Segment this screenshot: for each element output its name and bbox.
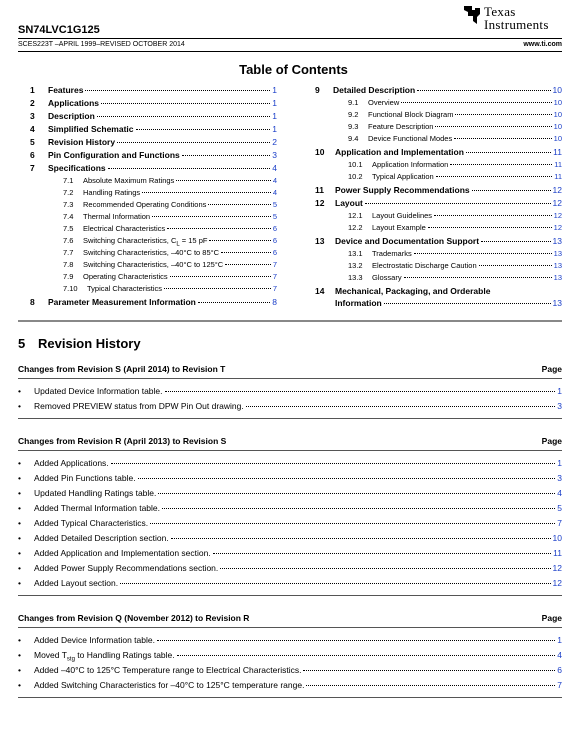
toc-entry-number: 9 (315, 85, 320, 95)
dot-leader (435, 126, 551, 127)
toc-entry-page[interactable]: 13 (553, 249, 562, 258)
change-item-page[interactable]: 12 (552, 578, 562, 588)
change-group-rule (18, 450, 562, 451)
change-item-text: Updated Handling Ratings table. (34, 488, 157, 498)
toc-entry-page[interactable]: 13 (552, 236, 562, 246)
toc-entry-page[interactable]: 10 (553, 122, 562, 131)
toc-entry[interactable] (63, 188, 277, 197)
change-item-page[interactable]: 5 (557, 503, 562, 513)
change-item-text: Added Typical Characteristics. (34, 518, 149, 528)
toc-entry-number: 9.2 (348, 110, 359, 119)
dot-leader (136, 129, 271, 130)
toc-entry-number: 7.6 (63, 236, 74, 245)
change-item-text: Moved $T_{stg}$ to Handling Ratings table. (34, 650, 175, 663)
toc-entry[interactable] (348, 172, 562, 181)
change-item[interactable] (18, 533, 562, 543)
toc-entry-label: Typical Application (372, 172, 434, 181)
toc-entry-number: 10 (315, 147, 325, 157)
change-item[interactable] (18, 458, 562, 468)
dot-leader (455, 114, 551, 115)
toc-entry-page[interactable]: 6 (272, 248, 277, 257)
toc-entry-label: Simplified Schematic (48, 124, 134, 134)
dot-leader (479, 265, 552, 266)
toc-entry[interactable] (315, 185, 562, 195)
change-item[interactable] (18, 548, 562, 558)
toc-entry-page[interactable]: 6 (272, 224, 277, 233)
dot-leader (182, 155, 271, 156)
toc-entry-page[interactable]: 11 (553, 147, 562, 157)
dot-leader (177, 655, 556, 656)
bullet-icon: • (18, 386, 21, 396)
ti-logo[interactable] (462, 4, 572, 30)
bullet-icon: • (18, 563, 21, 573)
site-url[interactable]: www.ti.com (523, 41, 562, 48)
toc-entry-page[interactable]: 11 (554, 172, 562, 181)
page-column-header: Page (541, 364, 562, 374)
dot-leader (466, 152, 551, 153)
section-number: 5 (18, 336, 26, 351)
toc-entry-page[interactable]: 6 (272, 236, 277, 245)
bullet-icon: • (18, 518, 21, 528)
bullet-icon: • (18, 680, 21, 690)
change-item[interactable] (18, 578, 562, 588)
dot-leader (417, 90, 550, 91)
logo-line2: Instruments (484, 17, 549, 32)
change-group-title: Changes from Revision S (April 2014) to Revision T (18, 364, 226, 374)
toc-entry-continued[interactable] (335, 298, 562, 308)
toc-entry-label: Trademarks (372, 249, 412, 258)
change-item-text: Added Power Supply Recommendations section. (34, 563, 219, 573)
toc-entry[interactable] (30, 297, 277, 307)
toc-entry-label: Detailed Description (333, 85, 416, 95)
toc-entry-label: Absolute Maximum Ratings (83, 176, 175, 185)
toc-entry-label: Thermal Information (83, 212, 151, 221)
dot-leader (162, 508, 555, 509)
change-item-page[interactable]: 4 (557, 488, 562, 498)
dot-leader (142, 192, 271, 193)
toc-entry[interactable] (63, 212, 277, 221)
toc-entry-page[interactable]: 1 (272, 124, 277, 134)
change-item-text: Added Device Information table. (34, 635, 155, 645)
section-label: Revision History (38, 336, 141, 351)
toc-entry-number: 7.7 (63, 248, 74, 257)
bullet-icon: • (18, 401, 21, 411)
toc-entry[interactable] (348, 211, 562, 220)
toc-entry-page[interactable]: 12 (552, 185, 562, 195)
toc-entry[interactable] (315, 236, 562, 246)
toc-entry-page[interactable]: 10 (553, 134, 562, 143)
change-item[interactable] (18, 473, 562, 483)
toc-entry-page[interactable]: 5 (272, 212, 277, 221)
toc-entry-number: 7.2 (63, 188, 74, 197)
change-item-text: Added –40°C to 125°C Temperature range to Electrical Characteristics. (34, 665, 302, 675)
change-group-header (18, 613, 562, 623)
toc-entry[interactable] (63, 200, 277, 209)
bullet-icon: • (18, 488, 21, 498)
toc-entry-page[interactable]: 7 (272, 284, 277, 293)
toc-entry-number: 13 (315, 236, 325, 246)
toc-entry-label: Description (48, 111, 95, 121)
toc-entry-page[interactable]: 13 (553, 261, 562, 270)
toc-entry-number: 10.1 (348, 160, 363, 169)
dot-leader (150, 523, 555, 524)
dot-leader (171, 538, 551, 539)
change-item-page[interactable]: 10 (552, 533, 562, 543)
toc-entry[interactable] (348, 122, 562, 131)
change-item-subscript: stg (66, 656, 75, 663)
bullet-icon: • (18, 635, 21, 645)
toc-entry-label: Electrostatic Discharge Caution (372, 261, 477, 270)
toc-entry-label: Power Supply Recommendations (335, 185, 470, 195)
toc-entry-page[interactable]: 10 (553, 98, 562, 107)
change-item[interactable] (18, 488, 562, 498)
toc-entry-label: Revision History (48, 137, 116, 147)
header-divider (18, 38, 562, 39)
toc-entry-number: 12.2 (348, 223, 363, 232)
toc-entry[interactable] (30, 85, 277, 95)
toc-entry[interactable] (348, 160, 562, 169)
dot-leader (450, 164, 552, 165)
change-group-end-rule (18, 418, 562, 419)
dot-leader (208, 204, 270, 205)
toc-entry[interactable] (30, 124, 277, 134)
change-item-text: Added Thermal Information table. (34, 503, 160, 513)
toc-entry-label: Handling Ratings (83, 188, 141, 197)
dot-leader (220, 568, 550, 569)
bullet-icon: • (18, 650, 21, 660)
dot-leader (117, 142, 270, 143)
toc-entry-page[interactable]: 7 (272, 260, 277, 269)
change-item-page[interactable]: 7 (557, 518, 562, 528)
toc-entry-number: 9.4 (348, 134, 359, 143)
toc-entry-number: 9.3 (348, 122, 359, 131)
toc-entry-number: 9.1 (348, 98, 359, 107)
toc-entry-label: Application Information (372, 160, 449, 169)
toc-entry-page[interactable]: 7 (272, 272, 277, 281)
dot-leader (404, 277, 552, 278)
toc-entry-label: Application and Implementation (335, 147, 464, 157)
change-item-text: Added Detailed Description section. (34, 533, 169, 543)
change-group-rule (18, 378, 562, 379)
toc-entry-label: Overview (368, 98, 400, 107)
change-group-header (18, 364, 562, 374)
toc-entry-label: Operating Characteristics (83, 272, 168, 281)
change-item-page[interactable]: 3 (557, 473, 562, 483)
dot-leader (198, 302, 270, 303)
toc-entry[interactable] (63, 260, 277, 269)
toc-entry-number: 8 (30, 297, 35, 307)
toc-entry[interactable] (30, 150, 277, 160)
change-item-text: Added Switching Characteristics for –40°C to 125°C temperature range. (34, 680, 305, 690)
change-group-title: Changes from Revision R (April 2013) to Revision S (18, 436, 227, 446)
toc-entry[interactable] (348, 249, 562, 258)
toc-entry[interactable] (348, 110, 562, 119)
dot-leader (138, 478, 556, 479)
change-item-text-suffix: to Handling Ratings table. (74, 650, 175, 660)
toc-entry[interactable] (348, 134, 562, 143)
dot-leader (176, 180, 271, 181)
toc-entry-label: Recommended Operating Conditions (83, 200, 207, 209)
toc-entry[interactable] (348, 98, 562, 107)
change-item-page[interactable]: 6 (557, 665, 562, 675)
dot-leader (120, 583, 550, 584)
change-item-page[interactable]: 12 (552, 563, 562, 573)
dot-leader (85, 90, 270, 91)
toc-entry-label: Feature Description (368, 122, 434, 131)
toc-entry[interactable] (63, 224, 277, 233)
dot-leader (152, 216, 271, 217)
dot-leader (436, 176, 553, 177)
toc-entry[interactable] (30, 111, 277, 121)
dot-leader (428, 227, 552, 228)
toc-entry-page[interactable]: 4 (272, 176, 277, 185)
toc-entry-number: 3 (30, 111, 35, 121)
section-title (18, 336, 141, 351)
toc-entry[interactable] (348, 261, 562, 270)
toc-entry-page[interactable]: 4 (272, 163, 277, 173)
toc-entry-page[interactable]: 12 (553, 211, 562, 220)
toc-entry-number: 11 (315, 185, 324, 195)
part-number: SN74LVC1G125 (18, 24, 100, 36)
dot-leader (221, 252, 271, 253)
change-item-page[interactable]: 1 (557, 458, 562, 468)
toc-entry-label: Parameter Measurement Information (48, 297, 196, 307)
bullet-icon: • (18, 578, 21, 588)
toc-entry[interactable] (315, 286, 562, 296)
dot-leader (209, 240, 270, 241)
toc-entry-page[interactable]: 1 (272, 85, 277, 95)
toc-entry-number: 14 (315, 286, 325, 296)
dot-leader (157, 640, 555, 641)
toc-entry-page[interactable]: 10 (552, 85, 562, 95)
change-item-page[interactable]: 3 (557, 401, 562, 411)
change-item-page[interactable]: 1 (557, 386, 562, 396)
toc-entry-label: Layout (335, 198, 363, 208)
dot-leader (167, 228, 271, 229)
toc-entry-label: Switching Characteristics, $C_L = 15$ pF (83, 236, 208, 248)
toc-entry-number: 2 (30, 98, 35, 108)
toc-entry-page[interactable]: 1 (272, 98, 277, 108)
toc-entry-label: Functional Block Diagram (368, 110, 454, 119)
toc-entry-label: Features (48, 85, 84, 95)
toc-entry-label: Switching Characteristics, –40°C to 85°C (83, 248, 220, 257)
dot-leader (225, 264, 271, 265)
toc-entry-number: 12.1 (348, 211, 363, 220)
toc-entry[interactable] (63, 272, 277, 281)
toc-entry-number: 13.1 (348, 249, 363, 258)
dot-leader (414, 253, 552, 254)
toc-entry-number: 12 (315, 198, 325, 208)
change-item-page[interactable]: 1 (557, 635, 562, 645)
toc-entry-label: Applications (48, 98, 100, 108)
doc-meta: SCES223T –APRIL 1999–REVISED OCTOBER 2014 (18, 41, 185, 48)
toc-entry-page[interactable]: 4 (272, 188, 277, 197)
toc-entry-number: 7.9 (63, 272, 74, 281)
change-item-page[interactable]: 7 (557, 680, 562, 690)
toc-entry-label: Electrical Characteristics (83, 224, 166, 233)
toc-entry-number: 7 (30, 163, 35, 173)
change-item-page[interactable]: 11 (553, 548, 562, 558)
change-item[interactable] (18, 665, 562, 675)
toc-entry-label: Switching Characteristics, –40°C to 125°C (83, 260, 224, 269)
toc-entry[interactable] (30, 98, 277, 108)
dot-leader (164, 288, 271, 289)
toc-entry-label: Device and Documentation Support (335, 236, 480, 246)
toc-entry-page[interactable]: 13 (552, 298, 562, 308)
change-group-end-rule (18, 595, 562, 596)
dot-leader (303, 670, 555, 671)
change-group-rule (18, 627, 562, 628)
dot-leader (454, 138, 551, 139)
toc-entry-page[interactable]: 5 (272, 200, 277, 209)
dot-leader (111, 463, 556, 464)
change-item-text: Updated Device Information table. (34, 386, 163, 396)
toc-entry-label: Layout Example (372, 223, 426, 232)
toc-entry-number: 7.3 (63, 200, 74, 209)
dot-leader (246, 406, 556, 407)
dot-leader (306, 685, 555, 686)
change-group-header (18, 436, 562, 446)
ti-logo-icon (462, 4, 482, 26)
toc-entry-page[interactable]: 10 (553, 110, 562, 119)
toc-entry-label: Device Functional Modes (368, 134, 453, 143)
change-group-title: Changes from Revision Q (November 2012) to Revision R (18, 613, 250, 623)
toc-entry[interactable] (30, 163, 277, 173)
toc-entry-label: Typical Characteristics (87, 284, 163, 293)
logo-line1: Texas (484, 4, 516, 19)
change-item[interactable] (18, 650, 562, 663)
toc-entry-page[interactable]: 12 (552, 198, 562, 208)
bullet-icon: • (18, 458, 21, 468)
change-item[interactable] (18, 503, 562, 513)
toc-entry-label: Specifications (48, 163, 106, 173)
dot-leader (170, 276, 271, 277)
dot-leader (213, 553, 551, 554)
toc-entry[interactable] (315, 198, 562, 208)
toc-entry-label-suffix: = 15 pF (179, 236, 208, 245)
dot-leader (401, 102, 551, 103)
bullet-icon: • (18, 533, 21, 543)
toc-entry-page[interactable]: 13 (553, 273, 562, 282)
header-bottom-divider (18, 51, 562, 52)
toc-entry[interactable] (63, 284, 277, 293)
change-item-text: Removed PREVIEW status from DPW Pin Out drawing. (34, 401, 244, 411)
dot-leader (481, 241, 550, 242)
dot-leader (97, 116, 271, 117)
toc-entry-page[interactable]: 12 (553, 223, 562, 232)
toc-entry[interactable] (348, 223, 562, 232)
bullet-icon: • (18, 503, 21, 513)
toc-entry-number: 10.2 (348, 172, 363, 181)
change-item[interactable] (18, 401, 562, 411)
change-item[interactable] (18, 635, 562, 645)
dot-leader (434, 215, 552, 216)
toc-entry-label: Layout Guidelines (372, 211, 433, 220)
toc-entry-page[interactable]: 1 (272, 111, 277, 121)
bullet-icon: • (18, 473, 21, 483)
toc-divider (18, 320, 562, 322)
dot-leader (472, 190, 551, 191)
toc-entry[interactable] (348, 273, 562, 282)
toc-entry-number: 1 (30, 85, 35, 95)
toc-entry[interactable] (315, 147, 562, 157)
toc-entry-number: 7.5 (63, 224, 74, 233)
toc-entry[interactable] (315, 85, 562, 95)
toc-entry[interactable] (63, 236, 277, 248)
toc-entry-number: 13.2 (348, 261, 363, 270)
toc-entry-label: Pin Configuration and Functions (48, 150, 180, 160)
toc-entry-number: 6 (30, 150, 35, 160)
toc-entry-number: 13.3 (348, 273, 363, 282)
toc-entry-number: 7.1 (63, 176, 74, 185)
bullet-icon: • (18, 665, 21, 675)
change-item[interactable] (18, 563, 562, 573)
dot-leader (384, 303, 551, 304)
toc-entry-number: 7.10 (63, 284, 78, 293)
dot-leader (158, 493, 555, 494)
toc-entry-page[interactable]: 11 (554, 160, 562, 169)
toc-entry-page[interactable]: 3 (272, 150, 277, 160)
change-item[interactable] (18, 680, 562, 690)
change-item-page[interactable]: 4 (557, 650, 562, 660)
toc-entry[interactable] (30, 137, 277, 147)
toc-title: Table of Contents (239, 62, 348, 77)
page-column-header: Page (541, 613, 562, 623)
toc-entry-label: Glossary (372, 273, 402, 282)
change-item[interactable] (18, 518, 562, 528)
dot-leader (165, 391, 556, 392)
toc-entry-number: 7.8 (63, 260, 74, 269)
dot-leader (108, 168, 271, 169)
logo-text (484, 6, 549, 32)
change-item-text: Added Application and Implementation section. (34, 548, 211, 558)
change-item-text: Added Layout section. (34, 578, 119, 588)
toc-entry-label-subscript: L (176, 241, 180, 248)
dot-leader (101, 103, 270, 104)
bullet-icon: • (18, 548, 21, 558)
change-item-text: Added Pin Functions table. (34, 473, 136, 483)
dot-leader (365, 203, 551, 204)
toc-entry-page[interactable]: 8 (272, 297, 277, 307)
toc-entry[interactable] (63, 176, 277, 185)
change-item[interactable] (18, 386, 562, 396)
change-item-text: Added Applications. (34, 458, 109, 468)
page-column-header: Page (541, 436, 562, 446)
toc-entry-number: 5 (30, 137, 35, 147)
toc-entry-label-line2: Information (335, 298, 382, 308)
toc-entry-page[interactable]: 2 (272, 137, 277, 147)
toc-entry[interactable] (63, 248, 277, 257)
toc-entry-label: Mechanical, Packaging, and Orderable (335, 286, 491, 296)
toc-entry-number: 4 (30, 124, 35, 134)
change-group-end-rule (18, 697, 562, 698)
toc-entry-number: 7.4 (63, 212, 74, 221)
